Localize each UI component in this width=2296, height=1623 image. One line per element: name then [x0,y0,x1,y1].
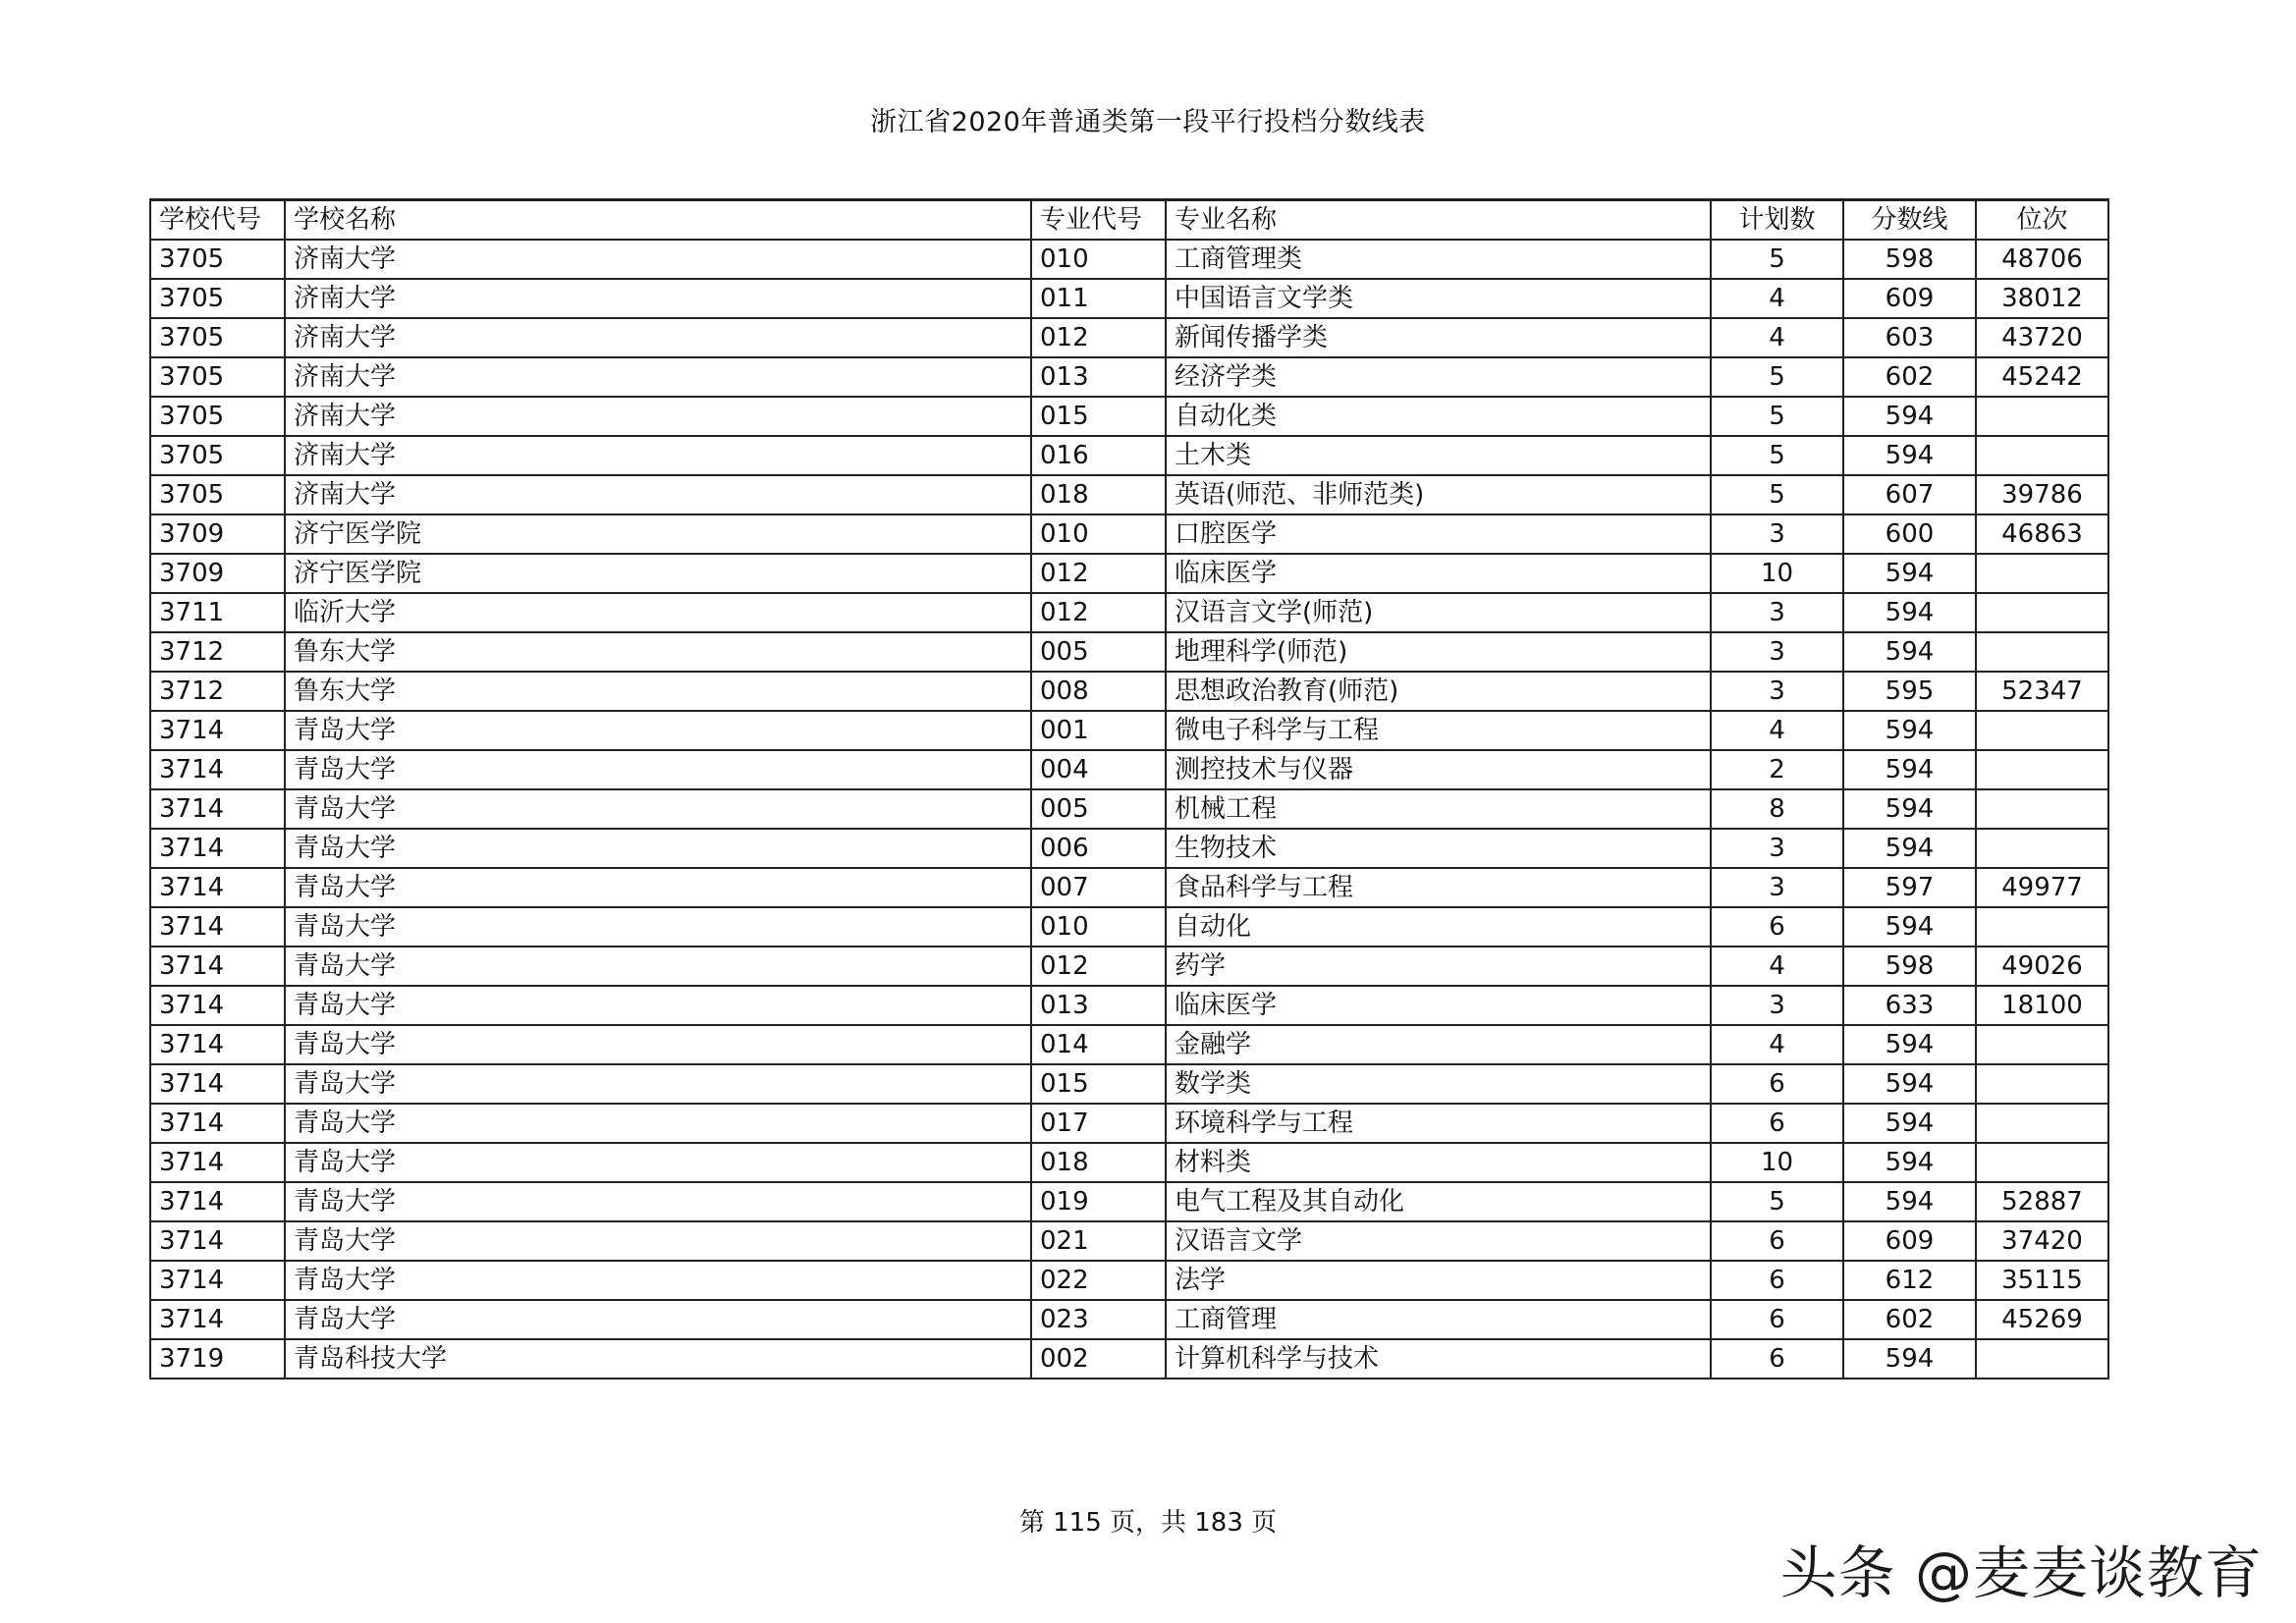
cell-major-code: 015 [1031,1064,1166,1104]
cell-major-code: 002 [1031,1339,1166,1379]
cell-rank: 18100 [1976,986,2108,1025]
cell-plan: 6 [1711,907,1843,947]
table-row [150,1143,2108,1182]
cell-major-name: 汉语言文学 [1166,1221,1711,1261]
table-row [150,1261,2108,1300]
score-table [149,198,2109,1380]
cell-school-name: 济宁医学院 [285,554,1031,593]
cell-major-code: 001 [1031,711,1166,750]
cell-major-code: 015 [1031,397,1166,436]
cell-score: 594 [1843,593,1976,632]
cell-major-code: 017 [1031,1104,1166,1143]
cell-major-name: 临床医学 [1166,554,1711,593]
cell-major-name: 英语(师范、非师范类) [1166,475,1711,514]
cell-score: 602 [1843,1300,1976,1339]
header-rank: 位次 [1976,200,2108,241]
cell-plan: 5 [1711,436,1843,475]
cell-major-name: 测控技术与仪器 [1166,750,1711,789]
cell-major-name: 经济学类 [1166,357,1711,397]
cell-rank [1976,789,2108,829]
cell-major-code: 012 [1031,554,1166,593]
cell-plan: 3 [1711,632,1843,672]
cell-plan: 3 [1711,868,1843,907]
cell-major-code: 007 [1031,868,1166,907]
cell-major-code: 012 [1031,318,1166,357]
header-school-name: 学校名称 [285,200,1031,241]
cell-school-code: 3712 [150,672,285,711]
cell-score: 594 [1843,829,1976,868]
table-row [150,1064,2108,1104]
cell-plan: 3 [1711,986,1843,1025]
cell-major-code: 022 [1031,1261,1166,1300]
cell-school-code: 3714 [150,1182,285,1221]
cell-rank: 45269 [1976,1300,2108,1339]
watermark: 头条 @麦麦谈教育 [1779,1540,2263,1606]
cell-school-code: 3714 [150,1025,285,1064]
cell-major-code: 004 [1031,750,1166,789]
cell-plan: 6 [1711,1104,1843,1143]
cell-score: 594 [1843,789,1976,829]
cell-school-name: 鲁东大学 [285,672,1031,711]
cell-major-code: 006 [1031,829,1166,868]
cell-major-name: 汉语言文学(师范) [1166,593,1711,632]
cell-score: 612 [1843,1261,1976,1300]
cell-school-name: 青岛大学 [285,1064,1031,1104]
cell-school-code: 3709 [150,514,285,554]
cell-school-name: 济南大学 [285,279,1031,318]
cell-plan: 6 [1711,1064,1843,1104]
cell-score: 594 [1843,1064,1976,1104]
cell-school-code: 3705 [150,318,285,357]
cell-major-name: 环境科学与工程 [1166,1104,1711,1143]
cell-score: 594 [1843,750,1976,789]
cell-major-name: 药学 [1166,947,1711,986]
cell-score: 594 [1843,554,1976,593]
cell-major-code: 014 [1031,1025,1166,1064]
cell-plan: 3 [1711,593,1843,632]
cell-school-code: 3705 [150,279,285,318]
table-row [150,554,2108,593]
cell-rank: 49026 [1976,947,2108,986]
cell-school-name: 青岛大学 [285,829,1031,868]
cell-plan: 5 [1711,1182,1843,1221]
cell-school-name: 济南大学 [285,475,1031,514]
cell-school-code: 3712 [150,632,285,672]
header-major-code: 专业代号 [1031,200,1166,241]
cell-score: 594 [1843,711,1976,750]
table-row [150,947,2108,986]
cell-school-code: 3705 [150,397,285,436]
cell-score: 594 [1843,1182,1976,1221]
cell-major-code: 013 [1031,357,1166,397]
cell-rank: 48706 [1976,240,2108,279]
cell-school-code: 3714 [150,1104,285,1143]
header-score: 分数线 [1843,200,1976,241]
table-row [150,750,2108,789]
table-row [150,240,2108,279]
table-row [150,1339,2108,1379]
cell-school-code: 3714 [150,711,285,750]
table-row [150,632,2108,672]
cell-plan: 6 [1711,1221,1843,1261]
cell-school-code: 3705 [150,436,285,475]
cell-plan: 6 [1711,1339,1843,1379]
cell-major-code: 012 [1031,947,1166,986]
cell-score: 597 [1843,868,1976,907]
table-row [150,279,2108,318]
cell-rank [1976,711,2108,750]
cell-major-name: 口腔医学 [1166,514,1711,554]
cell-school-code: 3714 [150,789,285,829]
cell-major-code: 018 [1031,475,1166,514]
cell-rank [1976,750,2108,789]
cell-score: 594 [1843,907,1976,947]
cell-major-code: 010 [1031,240,1166,279]
header-plan: 计划数 [1711,200,1843,241]
table-row [150,436,2108,475]
cell-score: 594 [1843,397,1976,436]
cell-major-name: 思想政治教育(师范) [1166,672,1711,711]
cell-school-code: 3705 [150,357,285,397]
cell-school-name: 青岛大学 [285,1300,1031,1339]
cell-score: 603 [1843,318,1976,357]
cell-school-name: 济南大学 [285,436,1031,475]
cell-school-name: 青岛大学 [285,907,1031,947]
table-row [150,593,2108,632]
table-row [150,789,2108,829]
cell-score: 600 [1843,514,1976,554]
cell-score: 602 [1843,357,1976,397]
table-row [150,1300,2108,1339]
cell-major-code: 012 [1031,593,1166,632]
cell-rank: 39786 [1976,475,2108,514]
cell-rank [1976,1025,2108,1064]
cell-school-code: 3714 [150,986,285,1025]
cell-plan: 3 [1711,829,1843,868]
cell-school-code: 3714 [150,1064,285,1104]
cell-major-name: 机械工程 [1166,789,1711,829]
cell-score: 594 [1843,1025,1976,1064]
cell-rank: 37420 [1976,1221,2108,1261]
cell-plan: 4 [1711,318,1843,357]
cell-score: 594 [1843,1143,1976,1182]
cell-major-code: 005 [1031,789,1166,829]
header-major-name: 专业名称 [1166,200,1711,241]
cell-major-name: 微电子科学与工程 [1166,711,1711,750]
cell-school-name: 青岛大学 [285,711,1031,750]
page-title: 浙江省2020年普通类第一段平行投档分数线表 [870,107,1426,137]
cell-major-name: 地理科学(师范) [1166,632,1711,672]
cell-school-name: 青岛大学 [285,789,1031,829]
cell-rank [1976,554,2108,593]
page-footer: 第 115 页，共 183 页 [1018,1508,1278,1538]
cell-school-name: 青岛大学 [285,750,1031,789]
cell-school-name: 临沂大学 [285,593,1031,632]
table-row [150,672,2108,711]
cell-plan: 4 [1711,947,1843,986]
cell-plan: 8 [1711,789,1843,829]
cell-school-code: 3714 [150,907,285,947]
cell-school-name: 青岛大学 [285,1221,1031,1261]
cell-major-name: 土木类 [1166,436,1711,475]
cell-school-name: 青岛科技大学 [285,1339,1031,1379]
cell-score: 598 [1843,240,1976,279]
table-row [150,318,2108,357]
cell-plan: 10 [1711,554,1843,593]
table-row [150,357,2108,397]
cell-rank: 52347 [1976,672,2108,711]
table-row [150,475,2108,514]
cell-school-name: 鲁东大学 [285,632,1031,672]
cell-school-code: 3719 [150,1339,285,1379]
cell-score: 595 [1843,672,1976,711]
cell-rank: 46863 [1976,514,2108,554]
cell-rank: 35115 [1976,1261,2108,1300]
cell-plan: 5 [1711,397,1843,436]
cell-major-name: 生物技术 [1166,829,1711,868]
table-row [150,1182,2108,1221]
cell-score: 609 [1843,279,1976,318]
cell-plan: 4 [1711,279,1843,318]
cell-rank: 43720 [1976,318,2108,357]
header-school-code: 学校代号 [150,200,285,241]
cell-major-name: 自动化 [1166,907,1711,947]
cell-rank [1976,907,2108,947]
cell-rank [1976,436,2108,475]
cell-rank: 45242 [1976,357,2108,397]
cell-major-name: 工商管理 [1166,1300,1711,1339]
cell-rank [1976,397,2108,436]
cell-major-code: 010 [1031,514,1166,554]
table-body [150,240,2108,1379]
cell-school-code: 3714 [150,829,285,868]
cell-school-code: 3714 [150,1143,285,1182]
cell-school-name: 青岛大学 [285,986,1031,1025]
cell-major-name: 数学类 [1166,1064,1711,1104]
cell-plan: 6 [1711,1300,1843,1339]
cell-plan: 4 [1711,1025,1843,1064]
cell-major-name: 自动化类 [1166,397,1711,436]
cell-school-name: 青岛大学 [285,947,1031,986]
cell-plan: 2 [1711,750,1843,789]
table-row [150,986,2108,1025]
cell-plan: 5 [1711,475,1843,514]
cell-major-code: 018 [1031,1143,1166,1182]
cell-major-name: 材料类 [1166,1143,1711,1182]
cell-rank: 38012 [1976,279,2108,318]
cell-major-code: 008 [1031,672,1166,711]
cell-major-name: 工商管理类 [1166,240,1711,279]
cell-score: 607 [1843,475,1976,514]
cell-school-code: 3714 [150,1261,285,1300]
cell-school-name: 青岛大学 [285,1025,1031,1064]
table-row [150,711,2108,750]
cell-score: 594 [1843,632,1976,672]
cell-plan: 10 [1711,1143,1843,1182]
cell-school-name: 青岛大学 [285,1182,1031,1221]
cell-rank [1976,632,2108,672]
cell-school-name: 青岛大学 [285,868,1031,907]
cell-school-code: 3705 [150,240,285,279]
cell-plan: 3 [1711,672,1843,711]
cell-school-code: 3709 [150,554,285,593]
cell-school-code: 3714 [150,947,285,986]
cell-major-code: 005 [1031,632,1166,672]
cell-score: 594 [1843,1339,1976,1379]
cell-score: 633 [1843,986,1976,1025]
cell-major-name: 计算机科学与技术 [1166,1339,1711,1379]
cell-major-code: 021 [1031,1221,1166,1261]
cell-school-name: 济南大学 [285,240,1031,279]
cell-rank [1976,1143,2108,1182]
cell-school-code: 3714 [150,1221,285,1261]
cell-plan: 5 [1711,357,1843,397]
cell-plan: 5 [1711,240,1843,279]
cell-major-name: 金融学 [1166,1025,1711,1064]
cell-major-code: 016 [1031,436,1166,475]
cell-rank [1976,1064,2108,1104]
table-row [150,514,2108,554]
cell-plan: 4 [1711,711,1843,750]
cell-major-code: 013 [1031,986,1166,1025]
cell-school-name: 青岛大学 [285,1261,1031,1300]
cell-school-name: 青岛大学 [285,1104,1031,1143]
cell-rank [1976,1104,2108,1143]
cell-major-code: 019 [1031,1182,1166,1221]
table-row [150,1221,2108,1261]
cell-score: 594 [1843,1104,1976,1143]
cell-score: 609 [1843,1221,1976,1261]
cell-plan: 3 [1711,514,1843,554]
cell-school-code: 3714 [150,750,285,789]
cell-rank [1976,1339,2108,1379]
cell-major-code: 023 [1031,1300,1166,1339]
table-row [150,907,2108,947]
cell-major-code: 011 [1031,279,1166,318]
cell-major-name: 法学 [1166,1261,1711,1300]
table-row [150,829,2108,868]
cell-school-code: 3714 [150,868,285,907]
cell-rank: 49977 [1976,868,2108,907]
cell-score: 598 [1843,947,1976,986]
cell-score: 594 [1843,436,1976,475]
cell-plan: 6 [1711,1261,1843,1300]
cell-school-name: 济南大学 [285,397,1031,436]
cell-school-code: 3711 [150,593,285,632]
cell-school-name: 济南大学 [285,318,1031,357]
cell-school-code: 3714 [150,1300,285,1339]
table-row [150,1104,2108,1143]
cell-major-name: 临床医学 [1166,986,1711,1025]
cell-rank [1976,593,2108,632]
cell-major-name: 中国语言文学类 [1166,279,1711,318]
cell-school-name: 济南大学 [285,357,1031,397]
table-row [150,397,2108,436]
table-header-row [150,200,2108,241]
cell-school-name: 济宁医学院 [285,514,1031,554]
table-row [150,1025,2108,1064]
cell-major-name: 新闻传播学类 [1166,318,1711,357]
table-row [150,868,2108,907]
cell-school-code: 3705 [150,475,285,514]
cell-rank [1976,829,2108,868]
cell-major-code: 010 [1031,907,1166,947]
cell-major-name: 食品科学与工程 [1166,868,1711,907]
cell-rank: 52887 [1976,1182,2108,1221]
cell-major-name: 电气工程及其自动化 [1166,1182,1711,1221]
cell-school-name: 青岛大学 [285,1143,1031,1182]
